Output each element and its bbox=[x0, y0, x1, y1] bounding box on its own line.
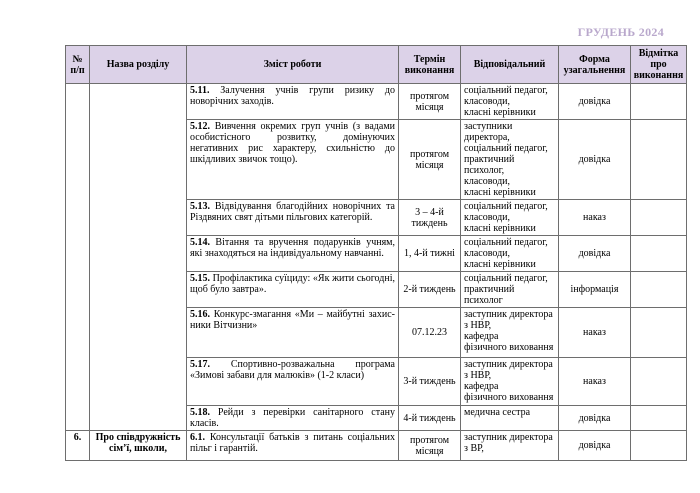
content-cell bbox=[187, 120, 399, 200]
mark-cell bbox=[631, 236, 687, 272]
form-cell: наказ bbox=[559, 200, 631, 236]
responsible-line: заступники bbox=[464, 121, 513, 132]
mark-cell bbox=[631, 272, 687, 308]
work-plan-table bbox=[65, 45, 687, 461]
content-cell bbox=[187, 84, 399, 120]
term-cell: 4-й тиждень bbox=[399, 406, 461, 431]
responsible-line: директора, bbox=[464, 132, 510, 143]
responsible-line: медична сестра bbox=[464, 407, 531, 418]
header-mark: Відмітка про виконання bbox=[631, 46, 687, 84]
mark-cell bbox=[631, 406, 687, 431]
responsible-cell bbox=[461, 120, 559, 200]
content-cell bbox=[187, 358, 399, 406]
responsible-cell bbox=[461, 84, 559, 120]
mark-cell bbox=[631, 431, 687, 461]
content-cell bbox=[187, 236, 399, 272]
item-text: Спортивно-розважальна програма «Зимові забави для малюків» (1-2 класи) bbox=[190, 359, 395, 381]
term-cell: 07.12.23 bbox=[399, 308, 461, 358]
responsible-cell bbox=[461, 200, 559, 236]
responsible-line: соціальний педагог, bbox=[464, 85, 548, 96]
responsible-line: класні керівники bbox=[464, 107, 536, 118]
responsible-line: кафедра bbox=[464, 381, 499, 392]
responsible-line: психолог, bbox=[464, 165, 505, 176]
term-cell: 2-й тиждень bbox=[399, 272, 461, 308]
responsible-line: соціальний педагог, bbox=[464, 237, 548, 248]
item-text: Вітання та вручення подарунків учням, які знаходяться на індивідуальному навчанні. bbox=[190, 237, 395, 259]
item-text: Залучення учнів групи ризику до новорічних заходів. bbox=[190, 85, 395, 107]
form-cell: довідка bbox=[559, 84, 631, 120]
content-cell bbox=[187, 406, 399, 431]
content-cell bbox=[187, 431, 399, 461]
item-code: 5.15. bbox=[190, 273, 210, 284]
item-text: Профілактика суїциду: «Як жити сьогодні, щоб було завтра». bbox=[190, 273, 395, 295]
item-text: Консультації батьків з питань соціальних пільг і гарантій. bbox=[190, 432, 395, 454]
section-cell bbox=[90, 84, 187, 431]
responsible-cell bbox=[461, 406, 559, 431]
responsible-line: класоводи, bbox=[464, 176, 511, 187]
item-code: 5.14. bbox=[190, 237, 210, 248]
header-num: № п/п bbox=[66, 46, 90, 84]
header-content: Зміст роботи bbox=[187, 46, 399, 84]
responsible-cell bbox=[461, 308, 559, 358]
responsible-line: класні керівники bbox=[464, 259, 536, 270]
mark-cell bbox=[631, 308, 687, 358]
item-text: Рейди з перевірки санітарного стану класів. bbox=[190, 407, 395, 429]
responsible-line: з ВР, bbox=[464, 443, 484, 454]
responsible-line: з НВР, bbox=[464, 370, 492, 381]
responsible-line: соціальний педагог, bbox=[464, 273, 548, 284]
responsible-line: практичний bbox=[464, 154, 515, 165]
form-cell: довідка bbox=[559, 406, 631, 431]
content-cell bbox=[187, 200, 399, 236]
responsible-line: фізичного виховання bbox=[464, 392, 554, 403]
table-row-section-6 bbox=[66, 431, 687, 461]
item-code: 5.18. bbox=[190, 407, 210, 418]
section-6-num: 6. bbox=[66, 431, 90, 461]
mark-cell bbox=[631, 358, 687, 406]
responsible-line: класоводи, bbox=[464, 248, 511, 259]
responsible-line: заступник директора bbox=[464, 359, 553, 370]
item-text: Конкурс-змагання «Ми – майбутні захис-ники Вітчизни» bbox=[190, 309, 395, 331]
section-6-name: Про співдружність сім’ї, школи, bbox=[90, 431, 187, 461]
responsible-line: заступник директора bbox=[464, 432, 553, 443]
item-code: 5.16. bbox=[190, 309, 210, 320]
responsible-line: класоводи, bbox=[464, 96, 511, 107]
term-cell: 1, 4-й тижні bbox=[399, 236, 461, 272]
form-cell: наказ bbox=[559, 308, 631, 358]
form-cell: довідка bbox=[559, 120, 631, 200]
month-title: ГРУДЕНЬ 2024 bbox=[577, 25, 664, 39]
responsible-line: фізичного виховання bbox=[464, 342, 554, 353]
term-cell: протягом місяця bbox=[399, 120, 461, 200]
responsible-line: кафедра bbox=[464, 331, 499, 342]
responsible-cell bbox=[461, 236, 559, 272]
responsible-line: заступник директора bbox=[464, 309, 553, 320]
item-code: 6.1. bbox=[190, 432, 205, 443]
table-body bbox=[66, 84, 687, 461]
content-cell bbox=[187, 308, 399, 358]
term-cell: протягом місяця bbox=[399, 84, 461, 120]
responsible-line: класні керівники bbox=[464, 187, 536, 198]
term-cell: 3 – 4-й тиждень bbox=[399, 200, 461, 236]
responsible-line: з НВР, bbox=[464, 320, 492, 331]
responsible-line: соціальний педагог, bbox=[464, 143, 548, 154]
header-responsible: Відповідальний bbox=[461, 46, 559, 84]
responsible-line: практичний психолог bbox=[464, 284, 515, 306]
item-code: 5.17. bbox=[190, 359, 210, 370]
responsible-line: класоводи, bbox=[464, 212, 511, 223]
responsible-cell bbox=[461, 358, 559, 406]
table-row bbox=[66, 84, 687, 120]
mark-cell bbox=[631, 200, 687, 236]
form-cell: довідка bbox=[559, 431, 631, 461]
item-text: Відвідування благодійних новорічних та Різдвяних свят дітьми пільгових категорій. bbox=[190, 201, 395, 223]
responsible-cell bbox=[461, 272, 559, 308]
item-code: 5.11. bbox=[190, 85, 210, 96]
form-cell: наказ bbox=[559, 358, 631, 406]
term-cell: протягом місяця bbox=[399, 431, 461, 461]
responsible-line: класні керівники bbox=[464, 223, 536, 234]
form-cell: інформація bbox=[559, 272, 631, 308]
mark-cell bbox=[631, 84, 687, 120]
item-text: Вивчення окремих груп учнів (з вадами особистісного розвитку, домінуючих негативних рис характеру, схильністю до шкідливих звичок тощо). bbox=[190, 121, 395, 165]
header-form: Форма узагальнення bbox=[559, 46, 631, 84]
form-cell: довідка bbox=[559, 236, 631, 272]
item-code: 5.12. bbox=[190, 121, 210, 132]
item-code: 5.13. bbox=[190, 201, 210, 212]
content-cell bbox=[187, 272, 399, 308]
responsible-cell bbox=[461, 431, 559, 461]
num-cell bbox=[66, 84, 90, 431]
term-cell: 3-й тиждень bbox=[399, 358, 461, 406]
header-section: Назва розділу bbox=[90, 46, 187, 84]
header-term: Термін виконання bbox=[399, 46, 461, 84]
mark-cell bbox=[631, 120, 687, 200]
header-row bbox=[66, 46, 687, 84]
responsible-line: соціальний педагог, bbox=[464, 201, 548, 212]
